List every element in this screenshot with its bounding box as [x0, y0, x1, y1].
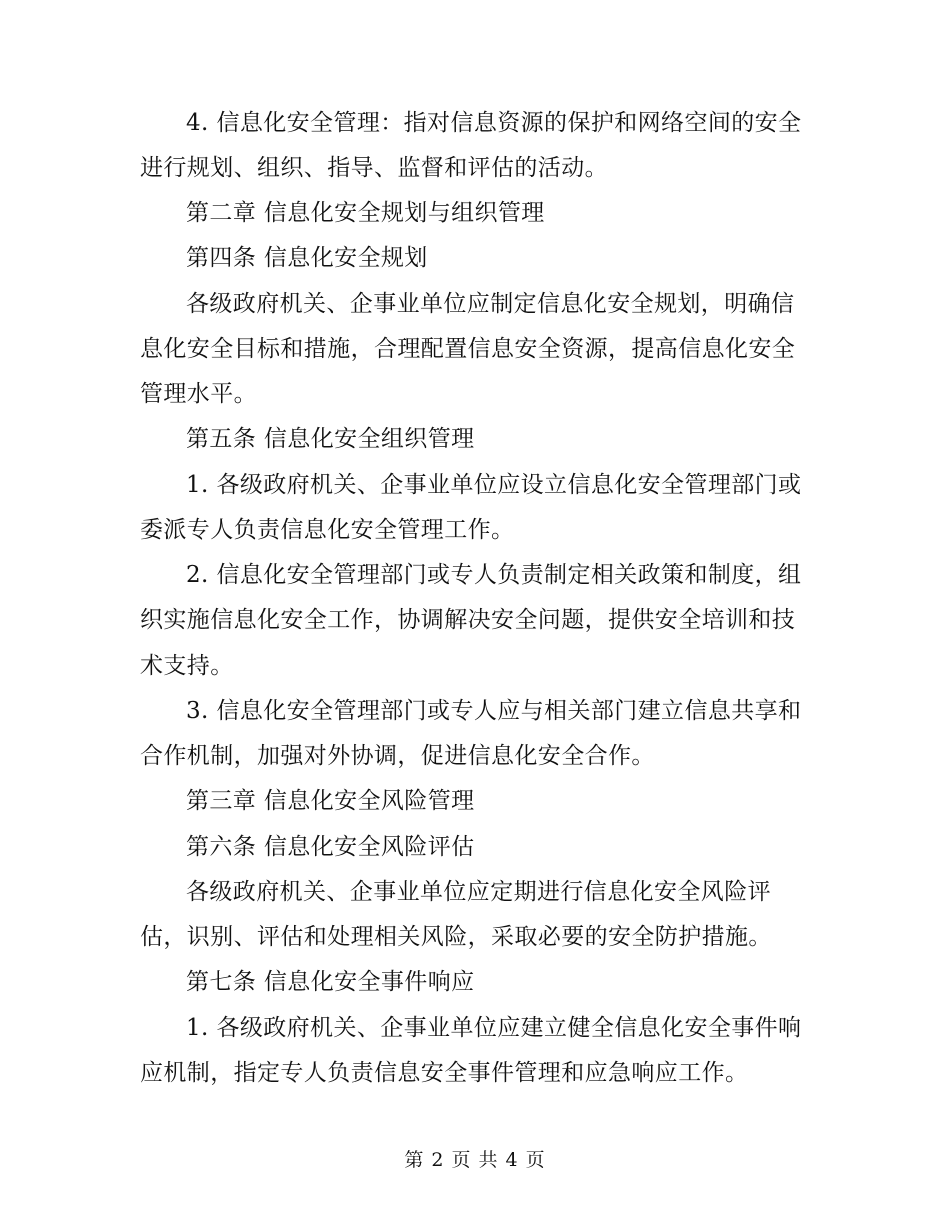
text-line: 1. 各级政府机关、企事业单位应设立信息化安全管理部门或: [186, 472, 802, 498]
text-line: 术支持。: [140, 653, 234, 679]
text-line: 3. 信息化安全管理部门或专人应与相关部门建立信息共享和: [186, 698, 802, 724]
text-line: 应机制，指定专人负责信息安全事件管理和应急响应工作。: [140, 1060, 749, 1086]
text-line: 1. 各级政府机关、企事业单位应建立健全信息化安全事件响: [186, 1015, 802, 1041]
text-line: 织实施信息化安全工作，协调解决安全问题，提供安全培训和技: [140, 607, 796, 633]
chapter-heading: 第三章 信息化安全风险管理: [186, 788, 475, 814]
chapter-heading: 第二章 信息化安全规划与组织管理: [186, 200, 545, 226]
text-line: 管理水平。: [140, 381, 257, 407]
article-heading: 第七条 信息化安全事件响应: [186, 969, 475, 995]
text-line: 息化安全目标和措施，合理配置信息安全资源，提高信息化安全: [140, 336, 796, 362]
article-heading: 第五条 信息化安全组织管理: [186, 426, 475, 452]
text-line: 2. 信息化安全管理部门或专人负责制定相关政策和制度，组: [186, 562, 802, 588]
page-number-footer: 第 2 页 共 4 页: [404, 1149, 546, 1171]
text-line: 合作机制，加强对外协调，促进信息化安全合作。: [140, 743, 655, 769]
text-line: 4. 信息化安全管理：指对信息资源的保护和网络空间的安全: [186, 110, 802, 136]
text-line: 估，识别、评估和处理相关风险，采取必要的安全防护措施。: [140, 924, 772, 950]
article-heading: 第六条 信息化安全风险评估: [186, 834, 475, 860]
text-line: 委派专人负责信息化安全管理工作。: [140, 517, 515, 543]
text-line: 各级政府机关、企事业单位应定期进行信息化安全风险评: [186, 879, 771, 905]
text-line: 进行规划、组织、指导、监督和评估的活动。: [140, 155, 608, 181]
text-line: 各级政府机关、企事业单位应制定信息化安全规划，明确信: [186, 291, 795, 317]
article-heading: 第四条 信息化安全规划: [186, 245, 428, 271]
